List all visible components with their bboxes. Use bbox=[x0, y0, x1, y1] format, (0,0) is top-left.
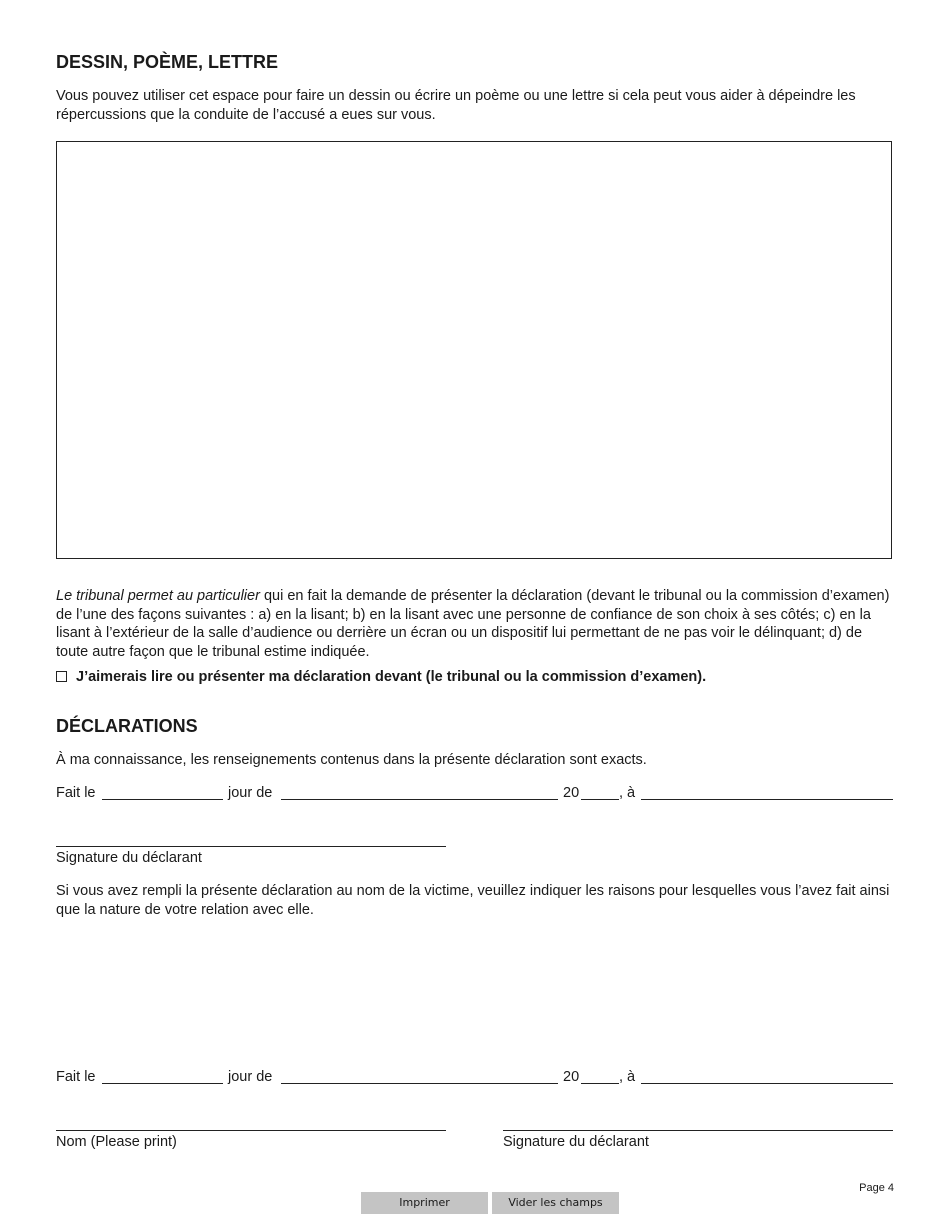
court-options-text: qui en fait la demande de présenter la déclaration (devant le tribunal ou la commission d’examen) de l’une des façons suivantes : a) en la lisant; b) en la lisant avec une personne de confiance de son choix à ses côtés; c) en la lisant à l’extérieur de la salle d’audience ou derrière un écran ou un dispositif lui permettant de ne pas voir le délinquant; d) de toute autre façon que le tribunal estime indiquée. bbox=[56, 588, 890, 660]
date-row-1-month-line bbox=[281, 799, 558, 800]
clear-fields-button[interactable]: Vider les champs bbox=[492, 1192, 619, 1214]
on-behalf-reasons-field[interactable] bbox=[56, 925, 898, 1059]
date-row-2-month-line bbox=[281, 1083, 558, 1084]
date-row-2-year-line bbox=[581, 1083, 619, 1084]
date-row-1-a: , à bbox=[619, 785, 636, 801]
date-row-1-jour-de: jour de bbox=[228, 785, 273, 801]
print-button[interactable]: Imprimer bbox=[361, 1192, 488, 1214]
date-row-1-year-prefix: 20 bbox=[563, 785, 580, 801]
signature-line bbox=[56, 846, 446, 847]
name-field[interactable] bbox=[58, 1112, 444, 1129]
date-row-2-fait-le: Fait le bbox=[56, 1069, 96, 1085]
date-row-1-day-field[interactable] bbox=[104, 784, 221, 799]
date-row-2-jour-de: jour de bbox=[228, 1069, 273, 1085]
drawing-section-intro: Vous pouvez utiliser cet espace pour faire un dessin ou écrire un poème ou une lettre si cela peut vous aider à dépeindre les répercussions que la conduite de l’accusé a eues sur vous. bbox=[56, 88, 856, 123]
page-number: Page 4 bbox=[859, 1182, 894, 1194]
date-row-2-year-prefix: 20 bbox=[563, 1069, 580, 1085]
date-row-1-place-line bbox=[641, 799, 893, 800]
date-row-1-fait-le: Fait le bbox=[56, 785, 96, 801]
date-row-2-place-field[interactable] bbox=[643, 1068, 891, 1083]
date-row-2-day-field[interactable] bbox=[104, 1068, 221, 1083]
court-options-paragraph bbox=[56, 587, 896, 661]
declarations-heading: DÉCLARATIONS bbox=[56, 716, 198, 736]
drawing-poem-letter-box[interactable] bbox=[56, 141, 892, 559]
date-row-2-place-line bbox=[641, 1083, 893, 1084]
declarations-statement: À ma connaissance, les renseignements contenus dans la présente déclaration sont exacts. bbox=[56, 752, 647, 768]
date-row-2-month-field[interactable] bbox=[283, 1068, 556, 1083]
on-behalf-paragraph: Si vous avez rempli la présente déclaration au nom de la victime, veuillez indiquer les raisons pour lesquelles vous l’avez fait ainsi que la nature de votre relation avec elle. bbox=[56, 883, 890, 918]
present-declaration-label: J’aimerais lire ou présenter ma déclaration devant (le tribunal ou la commission d’examen). bbox=[76, 669, 707, 685]
court-options-italic-lead: Le tribunal permet au particulier bbox=[56, 588, 260, 604]
date-row-2-day-line bbox=[102, 1083, 223, 1084]
name-label: Nom (Please print) bbox=[56, 1134, 177, 1150]
date-row-1-month-field[interactable] bbox=[283, 784, 556, 799]
date-row-2-a: , à bbox=[619, 1069, 636, 1085]
present-declaration-checkbox[interactable] bbox=[56, 671, 67, 682]
date-row-1-day-line bbox=[102, 799, 223, 800]
date-row-1-year-field[interactable] bbox=[582, 784, 618, 799]
date-row-1-year-line bbox=[581, 799, 619, 800]
drawing-section-heading: DESSIN, POÈME, LETTRE bbox=[56, 52, 279, 72]
date-row-2-year-field[interactable] bbox=[582, 1068, 618, 1083]
signature-label: Signature du déclarant bbox=[56, 850, 202, 866]
signature-label-2: Signature du déclarant bbox=[503, 1134, 649, 1150]
name-line bbox=[56, 1130, 446, 1131]
date-row-1-place-field[interactable] bbox=[643, 784, 891, 799]
signature-line-2 bbox=[503, 1130, 893, 1131]
